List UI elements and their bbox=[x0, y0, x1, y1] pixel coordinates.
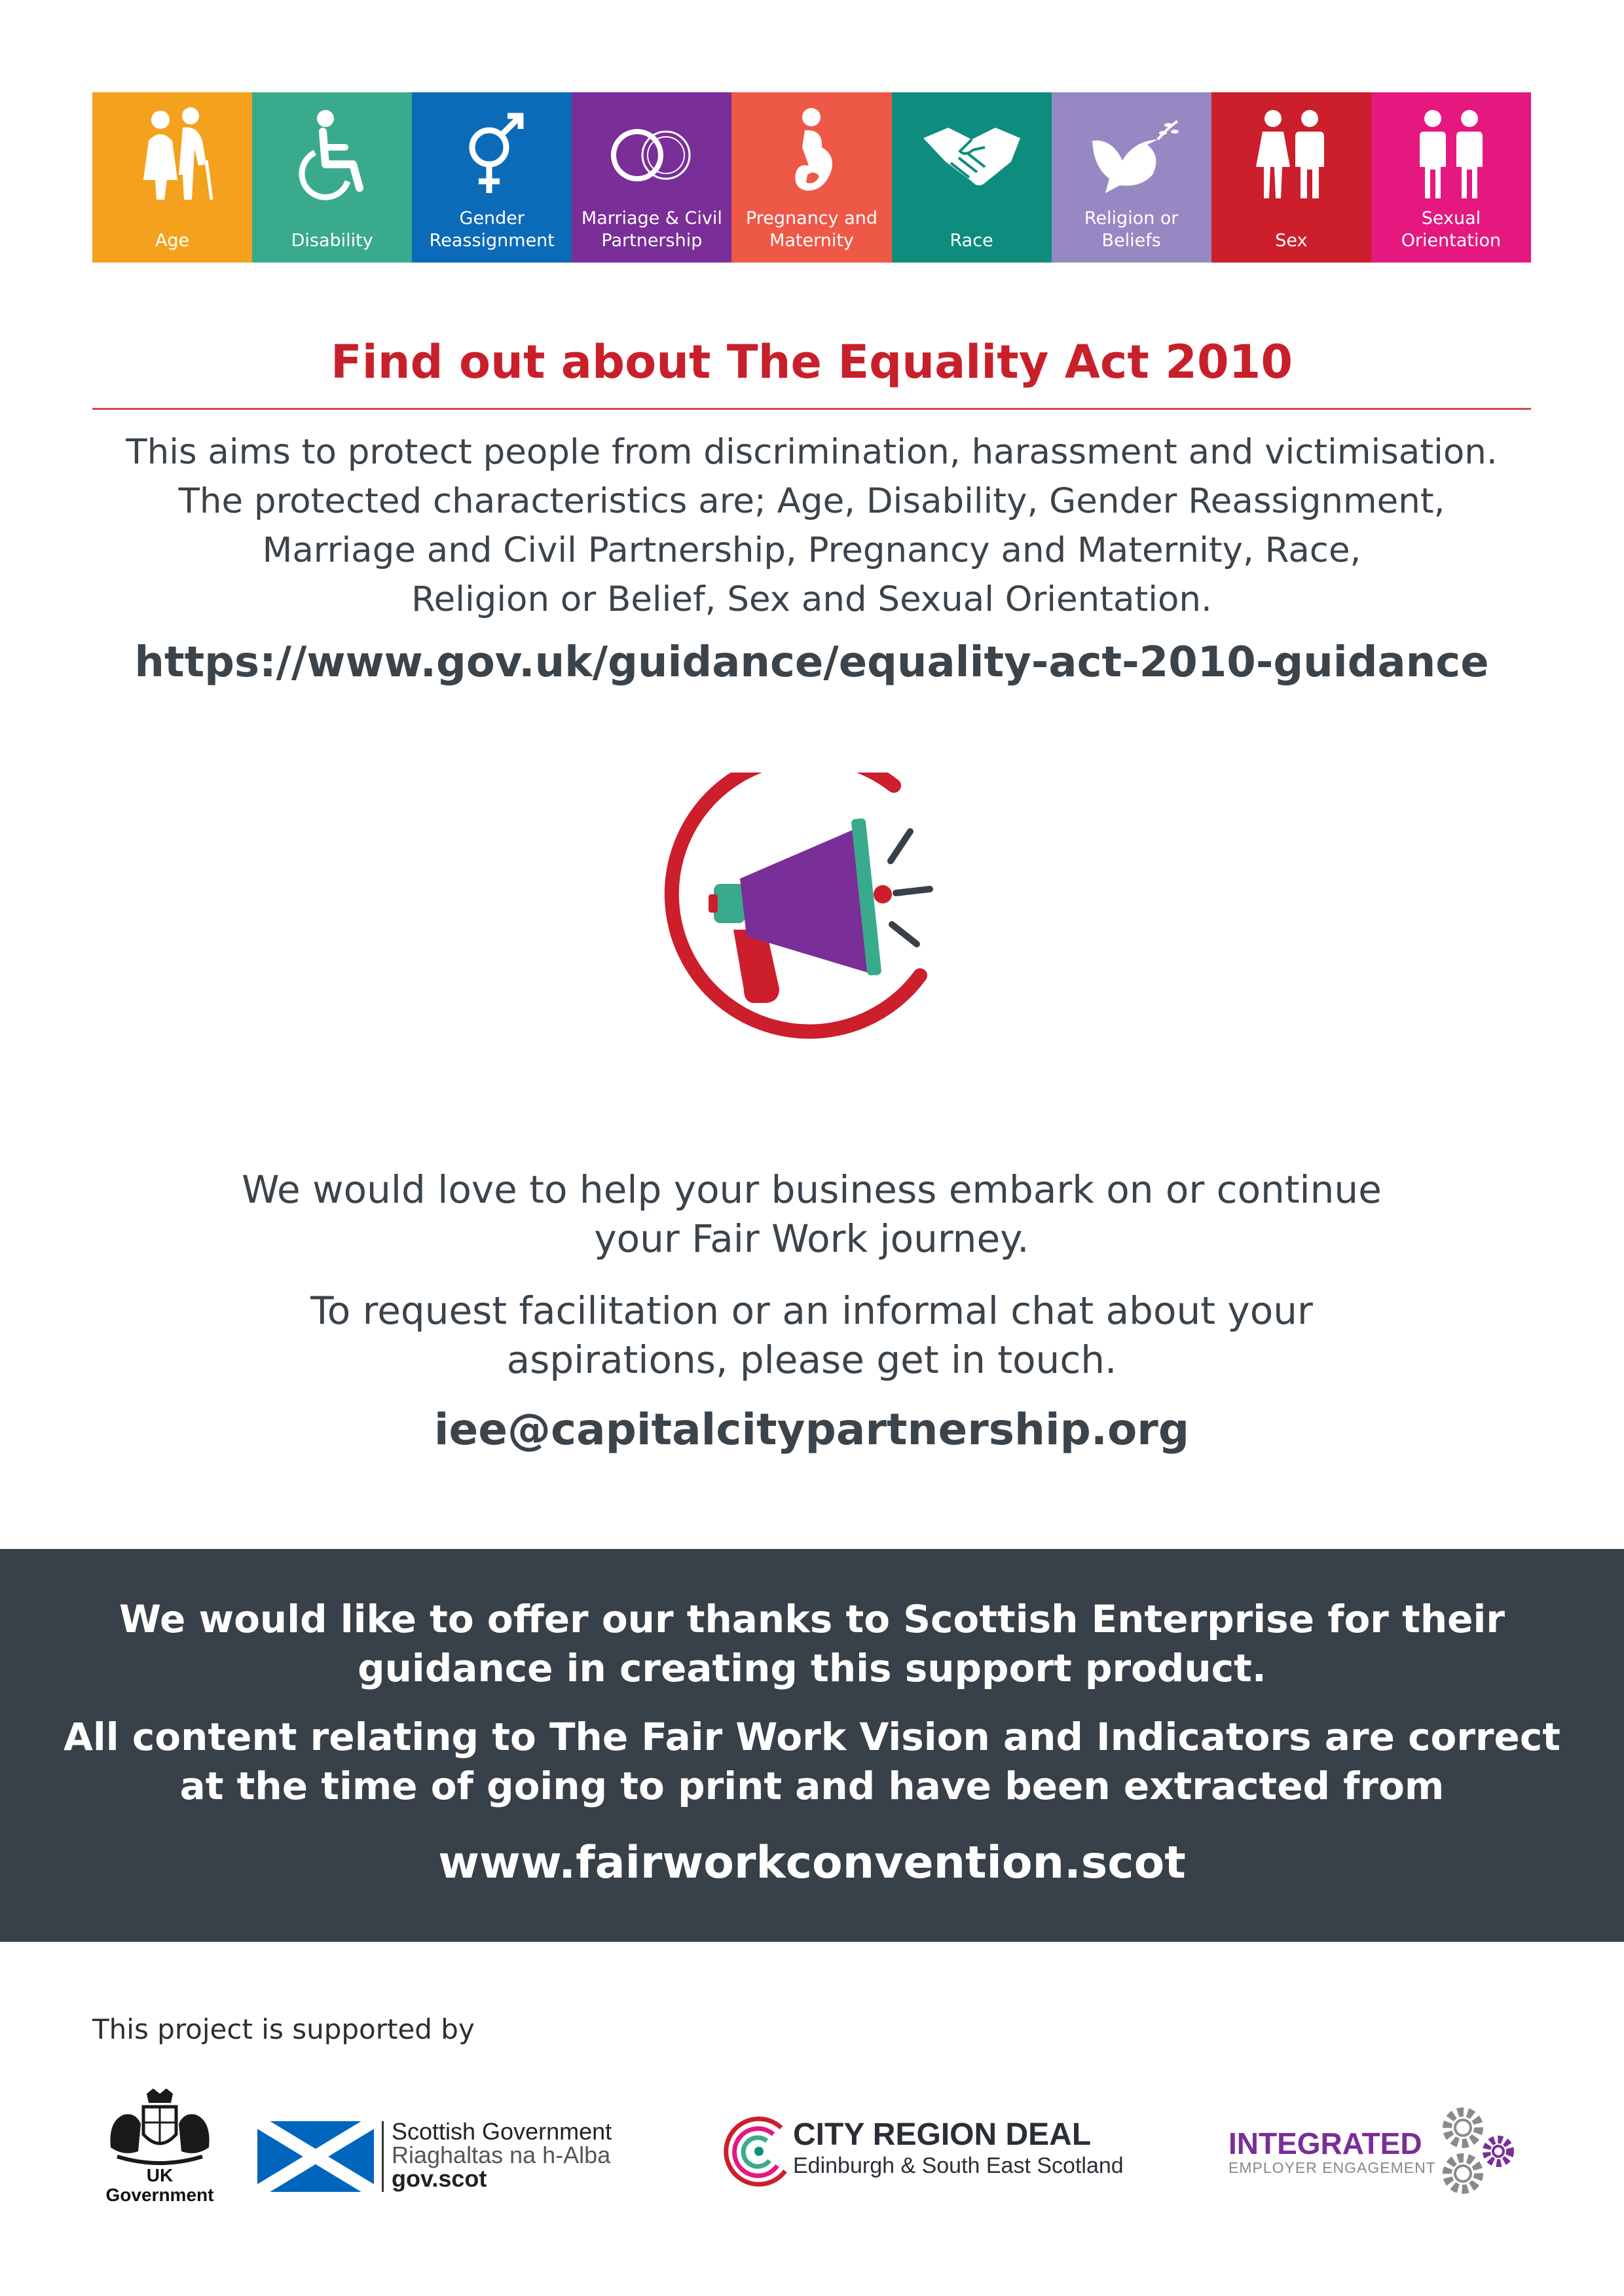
sponsor-logos bbox=[92, 2088, 1531, 2219]
gears-icon bbox=[1437, 2102, 1517, 2200]
scottish-government-logo bbox=[257, 2118, 663, 2193]
equality-description: This aims to protect people from discrimination, harassment and victimisation. The protected characteristics are; Age, Disability, Gender Reassignment, Marriage and Civil Partnership, Pregnancy and Maternity, Race, Religion or Belief, Sex and Sexual Orientation. bbox=[126, 432, 1498, 619]
tile-label: Religion or Beliefs bbox=[1084, 208, 1179, 251]
city-deal-line-2: Edinburgh & South East Scotland bbox=[793, 2153, 1124, 2178]
tile-label: Race bbox=[950, 230, 993, 251]
scot-gov-line-3: gov.scot bbox=[392, 2165, 487, 2192]
handshake-icon bbox=[919, 101, 1024, 206]
tile-label: Sexual Orientation bbox=[1401, 208, 1502, 251]
contact-paragraph-1: We would love to help your business embark on or continue your Fair Work journey. bbox=[242, 1167, 1382, 1261]
dove-icon bbox=[1079, 101, 1184, 206]
elderly-couple-icon bbox=[120, 101, 225, 206]
tile-label: Disability bbox=[291, 230, 373, 251]
megaphone-icon bbox=[648, 773, 976, 1067]
iee-line-2: EMPLOYER ENGAGEMENT bbox=[1228, 2159, 1436, 2176]
equality-guidance-link[interactable]: https://www.gov.uk/guidance/equality-act-2010-guidance bbox=[134, 638, 1489, 687]
contact-email-link[interactable]: iee@capitalcitypartnership.org bbox=[434, 1404, 1190, 1455]
integrated-employer-engagement-logo bbox=[1228, 2102, 1517, 2200]
uk-gov-line-1: UK bbox=[146, 2165, 174, 2185]
thanks-paragraph-2: All content relating to The Fair Work Vision and Indicators are correct at the time of going to print and have been extracted from bbox=[64, 1715, 1560, 1808]
two-men-icon bbox=[1399, 101, 1504, 206]
supported-by-label: This project is supported by bbox=[92, 2013, 475, 2045]
royal-crest-icon bbox=[98, 2088, 222, 2167]
tile-label: Sex bbox=[1275, 230, 1308, 251]
tile-disability bbox=[252, 92, 412, 263]
thanks-paragraph-1: We would like to offer our thanks to Scottish Enterprise for their guidance in creating this support product. bbox=[119, 1597, 1505, 1690]
tile-label: Gender Reassignment bbox=[429, 208, 555, 251]
characteristics-band bbox=[92, 92, 1531, 263]
city-deal-line-1: CITY REGION DEAL bbox=[793, 2117, 1092, 2152]
tile-gender-reassignment bbox=[412, 92, 572, 263]
city-region-deal-logo bbox=[722, 2115, 1194, 2200]
scot-gov-line-2: Riaghaltas na h-Alba bbox=[392, 2141, 611, 2168]
uk-gov-line-2: Government bbox=[105, 2185, 214, 2205]
contact-paragraph-2: To request facilitation or an informal chat about your aspirations, please get in touch. bbox=[310, 1288, 1313, 1382]
iee-line-1: INTEGRATED bbox=[1228, 2126, 1422, 2160]
tile-marriage bbox=[572, 92, 731, 263]
tile-sexual-orientation bbox=[1371, 92, 1531, 263]
man-woman-icon bbox=[1239, 101, 1344, 206]
scot-gov-line-1: Scottish Government bbox=[392, 2118, 612, 2145]
rings-icon bbox=[599, 101, 704, 206]
uk-government-logo bbox=[98, 2088, 222, 2213]
tile-sex bbox=[1211, 92, 1371, 263]
fair-work-website-link[interactable]: www.fairworkconvention.scot bbox=[438, 1837, 1186, 1889]
concentric-arcs-icon bbox=[722, 2115, 796, 2188]
title-divider bbox=[92, 408, 1531, 410]
section-title: Find out about The Equality Act 2010 bbox=[330, 335, 1293, 389]
saltire-flag-icon bbox=[257, 2121, 374, 2192]
pregnant-woman-icon bbox=[759, 101, 864, 206]
tile-pregnancy bbox=[731, 92, 891, 263]
tile-race bbox=[892, 92, 1052, 263]
tile-label: Marriage & Civil Partnership bbox=[581, 208, 722, 251]
wheelchair-icon bbox=[280, 101, 384, 206]
thanks-band bbox=[0, 1549, 1624, 1942]
tile-age bbox=[92, 92, 252, 263]
transgender-symbol-icon bbox=[439, 101, 544, 206]
tile-label: Pregnancy and Maternity bbox=[745, 208, 878, 251]
tile-label: Age bbox=[155, 230, 190, 251]
tile-religion bbox=[1052, 92, 1211, 263]
